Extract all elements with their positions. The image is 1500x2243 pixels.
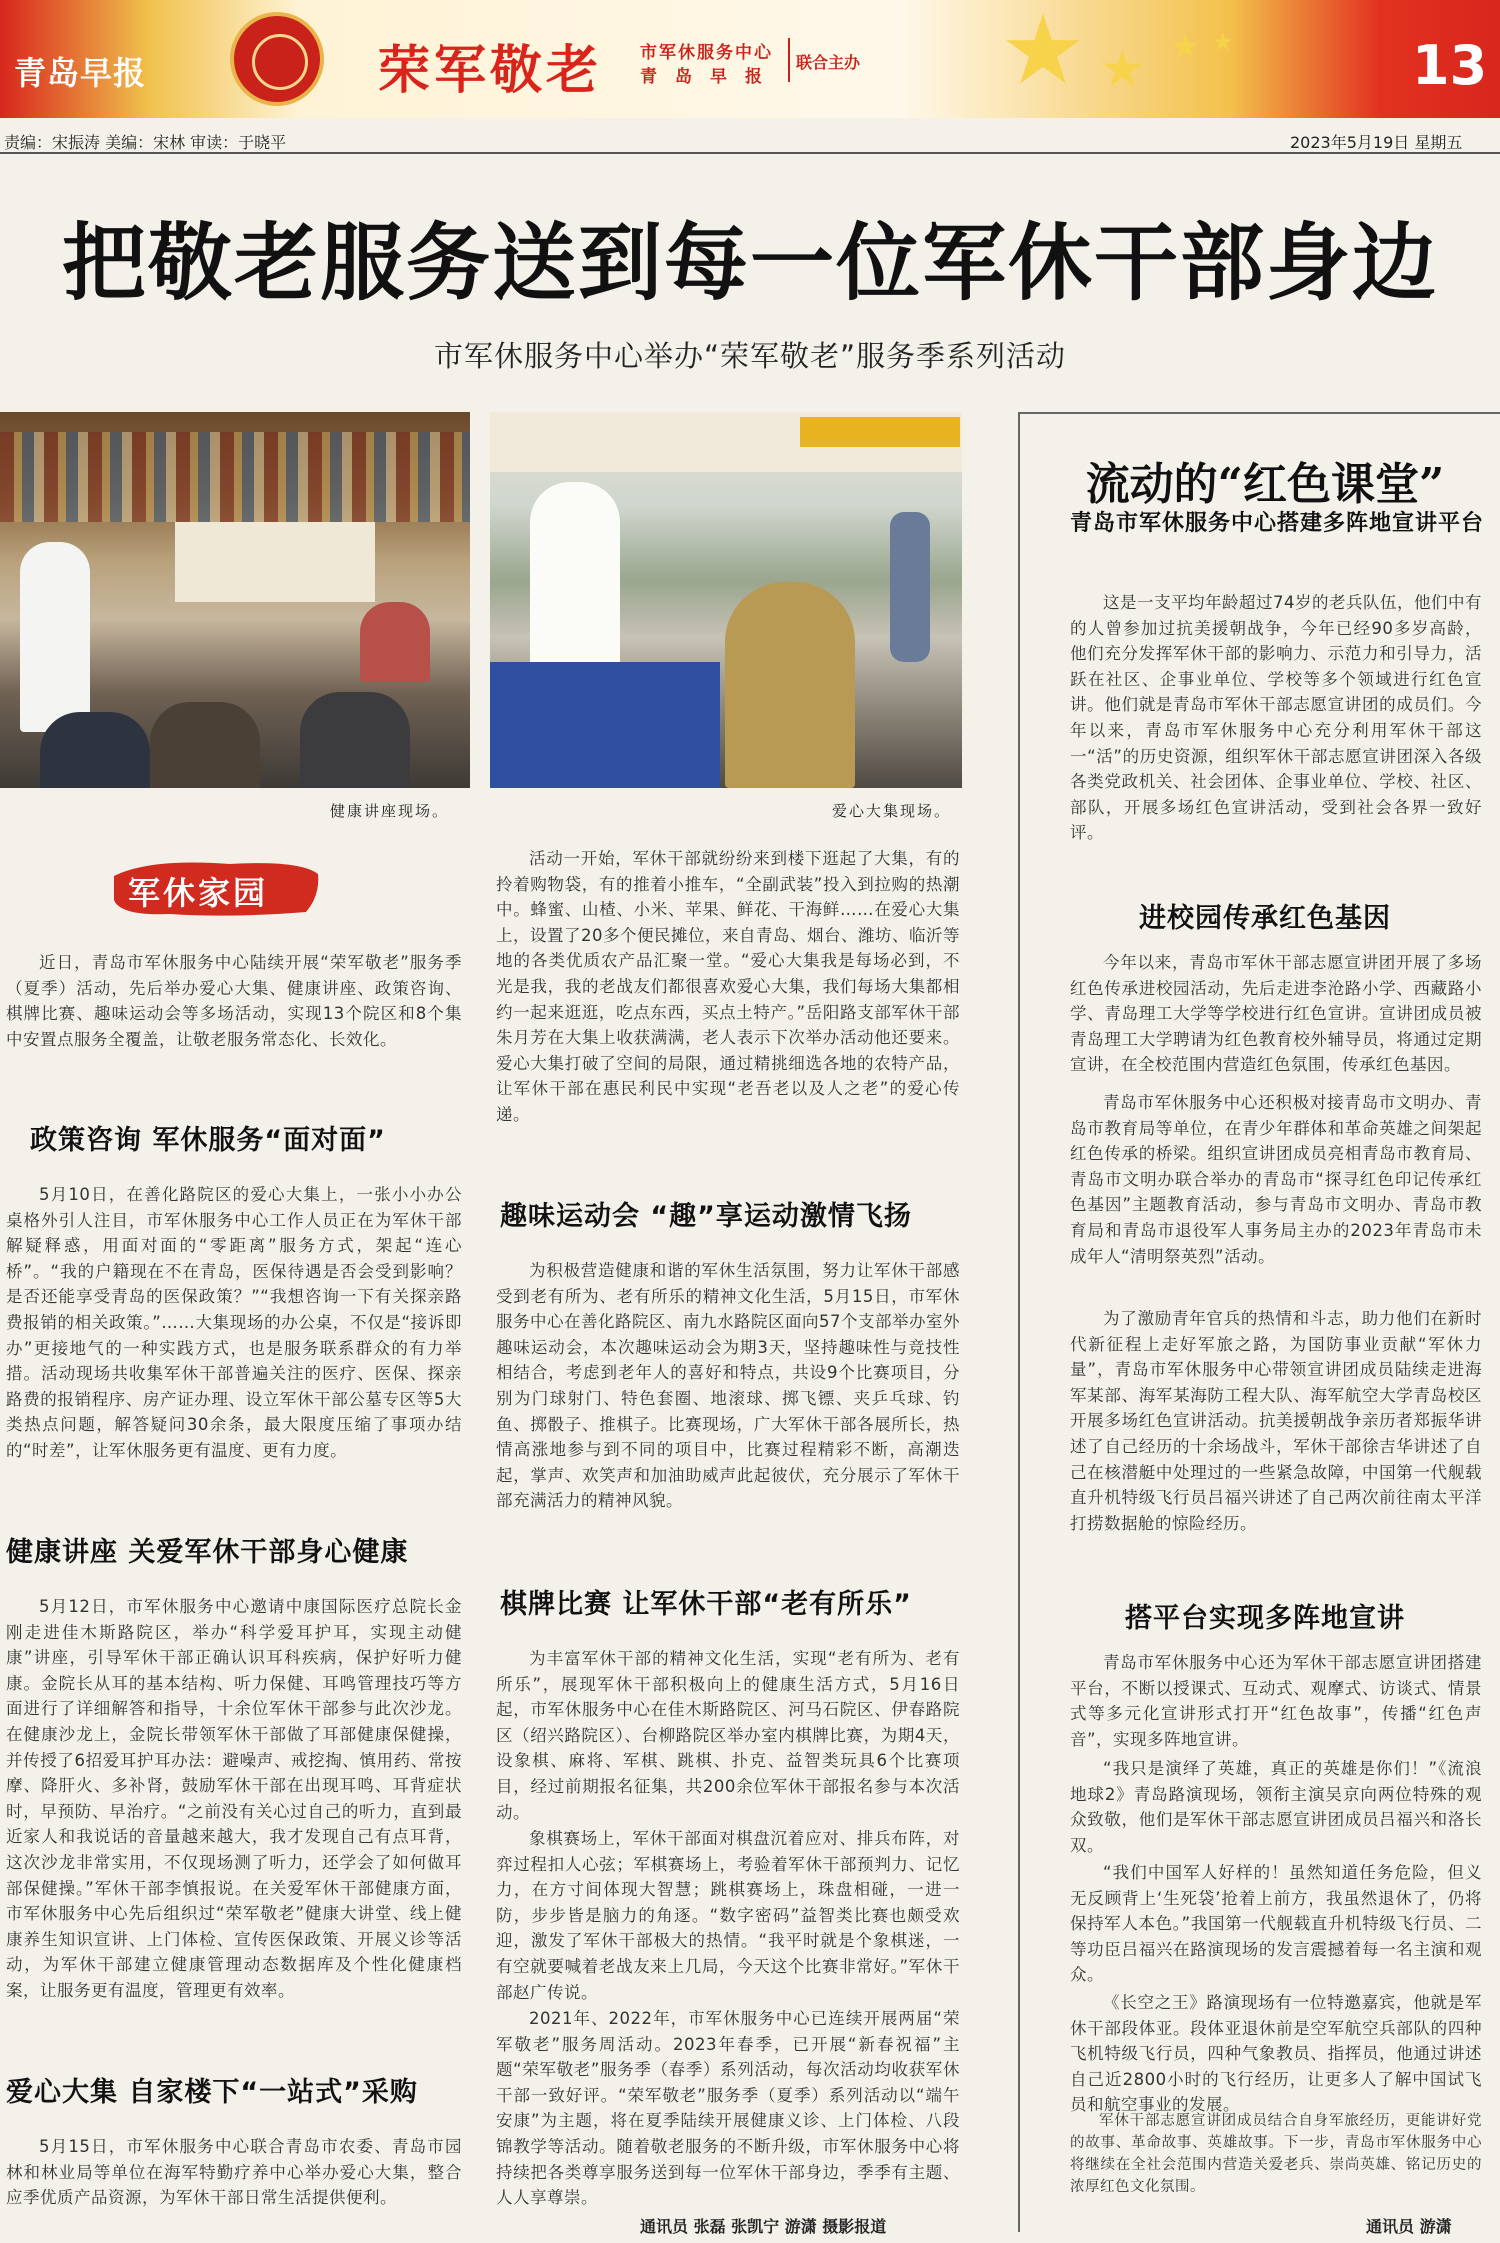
sidebar-section-title-platform: 搭平台实现多阵地宣讲 xyxy=(1125,1603,1405,1634)
header-divider xyxy=(788,38,790,82)
middle-byline: 通讯员 张磊 张凯宁 游潇 摄影报道 xyxy=(640,2217,887,2236)
cohost-label: 联合主办 xyxy=(796,53,861,72)
section-body-chess-2: 象棋赛场上，军休干部面对棋盘沉着应对、排兵布阵，对弈过程扣人心弦；军棋赛场上，考验着军休干部预判力、记忆力，在方寸间体现大智慧；跳棋赛场上，珠盘相碰，一进一防，步步皆是脑力的角逐。“数字密码”益智类比赛也颇受欢迎，激发了军休干部极大的热情。“我平时就是个象棋迷，一有空就要喊着老战友来上几局，今天这个比赛非常好。”军休干部赵广传说。 xyxy=(496,1829,960,2002)
sidebar-byline: 通讯员 游潇 xyxy=(1366,2217,1452,2236)
section-title-market: 爱心大集 自家楼下“一站式”采购 xyxy=(6,2077,418,2108)
section-body-market: 5月15日，市军休服务中心联合青岛市农委、青岛市园林和林业局等单位在海军特勤疗养中心举办爱心大集，整合应季优质产品资源，为军休干部日常生活提供便利。 xyxy=(6,2137,462,2208)
editor-credits: 责编：宋振涛 美编：宋林 审读：于晓平 xyxy=(4,133,287,152)
sidebar-body-platform-5: 军休干部志愿宣讲团成员结合自身军旅经历，更能讲好党的故事、革命故事、英雄故事。下一步，青岛市军休服务中心将继续在全社会范围内营造关爱老兵、崇尚英雄、铭记历史的浓厚红色文化氛围。 xyxy=(1070,2113,1482,2195)
section-title-chess: 棋牌比赛 让军休干部“老有所乐” xyxy=(500,1589,912,1620)
sidebar-body-campus-3: 为了激励青年官兵的热情和斗志，助力他们在新时代新征程上走好军旅之路，为国防事业贡献“军休力量”，青岛市军休服务中心带领宣讲团成员陆续走进海军某部、海军某海防工程大队、海军航空大学青岛校区开展多场红色宣讲活动。抗美援朝战争亲历者郑振华讲述了自己经历的十余场战斗，军休干部徐吉华讲述了自己在核潜艇中处理过的一些紧急故障，中国第一代舰载直升机特级飞行员吕福兴讲述了自己两次前往南太平洋打捞数据舱的惊险经历。 xyxy=(1070,1309,1482,1533)
middle-market-body: 活动一开始，军休干部就纷纷来到楼下逛起了大集，有的拎着购物袋，有的推着小推车，“全副武装”投入到拉购的热潮中。蜂蜜、山楂、小米、苹果、鲜花、干海鲜……在爱心大集上，设置了20多个便民摊位，来自青岛、烟台、潍坊、临沂等地的各类优质农产品汇聚一堂。“爱心大集我是每场必到，不光是我，我的老战友们都很喜欢爱心大集，我们每场大集都相约一起来逛逛，吃点东西，买点土特产。”岳阳路支部军休干部朱月芳在大集上收获满满，老人表示下次举办活动他还要来。爱心大集打破了空间的局限，通过精挑细选各地的农特产品，让军休干部在惠民利民中实现“老吾老以及人之老”的爱心传递。 xyxy=(496,849,960,1124)
star-icon: ★ xyxy=(1170,27,1201,67)
organizer-line2: 青岛早报 xyxy=(640,67,780,87)
section-body-health: 5月12日，市军休服务中心邀请中康国际医疗总院长金刚走进佳木斯路院区，举办“科学爱耳护耳，实现主动健康”讲座，引导军休干部正确认识耳科疾病，保护好听力健康。金院长从耳的基本结构、听力保健、耳鸣管理技巧等方面进行了详细解答和指导，十余位军休干部参与此次沙龙。在健康沙龙上，金院长带领军休干部做了耳部健康保健操，并传授了6招爱耳护耳办法：避噪声、戒挖掏、慎用药、常按摩、降肝火、多补肾，鼓励军休干部在出现耳鸣、耳背症状时，早预防、早治疗。“之前没有关心过自己的听力，直到最近家人和我说话的音量越来越大，我才发现自己有点耳背，这次沙龙非常实用，不仅现场测了听力，还学会了如何做耳部保健操。”军休干部李慎报说。在关爱军休干部健康方面，市军休服务中心先后组织过“荣军敬老”健康大讲堂、线上健康养生知识宣讲、上门体检、宣传医保政策、开展义诊等活动，为军休干部建立健康管理动态数据库及个性化健康档案，让服务更有温度，管理更有效率。 xyxy=(6,1597,462,2000)
column-rule xyxy=(1018,412,1020,2232)
photo-health-lecture xyxy=(0,412,470,788)
column-rule xyxy=(1020,412,1500,414)
sidebar-intro: 这是一支平均年龄超过74岁的老兵队伍，他们中有的人曾参加过抗美援朝战争，今年已经90多岁高龄，他们充分发挥军休干部的影响力、示范力和引导力，活跃在社区、企事业单位、学校等多个领域进行红色宣讲。他们就是青岛市军休干部志愿宣讲团的成员们。今年以来，青岛市军休服务中心充分利用军休干部这一“活”的历史资源，组织军休干部志愿宣讲团深入各级各类党政机关、社会团体、企事业单位、学校、社区、部队，开展多场红色宣讲活动，受到社会各界一致好评。 xyxy=(1070,593,1482,843)
header-rule xyxy=(0,152,1500,154)
photo-caption: 爱心大集现场。 xyxy=(832,802,952,820)
sidebar-subtitle: 青岛市军休服务中心搭建多阵地宣讲平台 xyxy=(1070,511,1485,536)
star-icon: ★ xyxy=(1100,40,1145,98)
photo-caption: 健康讲座现场。 xyxy=(330,802,450,820)
issue-date: 2023年5月19日 星期五 xyxy=(1290,133,1463,152)
sidebar-section-title-campus: 进校园传承红色基因 xyxy=(1139,903,1391,934)
sidebar-body-platform-4: 《长空之王》路演现场有一位特邀嘉宾，他就是军休干部段体亚。段体亚退休前是空军航空兵部队的四种飞机特级飞行员，四种气象教员、指挥员，他通过讲述自己近2800小时的飞行经历，让更多人了解中国试飞员和航空事业的发展。 xyxy=(1070,1993,1482,2115)
organizer-line1: 市军休服务中心 xyxy=(640,43,773,63)
sidebar-body-platform-1: 青岛市军休服务中心还为军休干部志愿宣讲团搭建平台，不断以授课式、互动式、观摩式、访谈式、情景式等多元化宣讲形式打开“红色故事”，传播“红色声音”，实现多阵地宣讲。 xyxy=(1070,1653,1482,1749)
photo-love-market xyxy=(490,412,962,788)
section-title-policy: 政策咨询 军休服务“面对面” xyxy=(30,1125,386,1156)
sidebar-body-campus-2: 青岛市军休服务中心还积极对接青岛市文明办、青岛市教育局等单位，在青少年群体和革命英雄之间架起红色传承的桥梁。组织宣讲团成员亮相青岛市教育局、青岛市文明办联合举办的青岛市“探寻红色印记传承红色基因”主题教育活动，参与青岛市文明办、青岛市教育局和青岛市退役军人事务局主办的2023年青岛市未成年人“清明祭英烈”活动。 xyxy=(1070,1093,1482,1266)
emblem-logo xyxy=(230,12,324,106)
sidebar-body-platform-2: “我只是演绎了英雄，真正的英雄是你们！”《流浪地球2》青岛路演现场，领衔主演吴京向两位特殊的观众致敬，他们是军休干部志愿宣讲团成员吕福兴和洛长双。 xyxy=(1070,1759,1482,1855)
section-body-chess-1: 为丰富军休干部的精神文化生活，实现“老有所为、老有所乐”，展现军休干部积极向上的健康生活方式，5月16日起，市军休服务中心在佳木斯路院区、河马石院区、伊春路院区（绍兴路院区）、台柳路院区举办室内棋牌比赛，为期4天，设象棋、麻将、军棋、跳棋、扑克、益智类玩具6个比赛项目，经过前期报名征集，共200余位军休干部报名参与本次活动。 xyxy=(496,1649,960,1822)
section-seal-text: 军休家园 xyxy=(128,874,269,912)
sub-headline: 市军休服务中心举办“荣军敬老”服务季系列活动 xyxy=(433,339,1067,373)
sidebar-body-campus-1: 今年以来，青岛市军休干部志愿宣讲团开展了多场红色传承进校园活动，先后走进李沧路小学、西藏路小学、青岛理工大学等学校进行红色宣讲。宣讲团成员被青岛理工大学聘请为红色教育校外辅导员，将通过定期宣讲，在全校范围内营造红色氛围，传承红色基因。 xyxy=(1070,953,1482,1075)
section-body-chess-3: 2021年、2022年，市军休服务中心已连续开展两届“荣军敬老”服务周活动。2023年春季，已开展“新春祝福”主题“荣军敬老”服务季（春季）系列活动，每次活动均收获军休干部一致好评。“荣军敬老”服务季（夏季）系列活动以“端午安康”为主题，将在夏季陆续开展健康义诊、上门体检、八段锦教学等活动。随着敬老服务的不断升级，市军休服务中心将持续把各类尊享服务送到每一位军休干部身边，季季有主题、人人享尊崇。 xyxy=(496,2009,960,2208)
sidebar-title: 流动的“红色课堂” xyxy=(1085,459,1445,510)
page-number: 13 xyxy=(1412,34,1488,97)
column-title: 荣军敬老 xyxy=(378,40,603,101)
section-title-health: 健康讲座 关爱军休干部身心健康 xyxy=(6,1537,409,1568)
section-body-sports: 为积极营造健康和谐的军休生活氛围，努力让军休干部感受到老有所为、老有所乐的精神文化生活，5月15日，市军休服务中心在善化路院区、南九水路院区面向57个支部举办室外趣味运动会，本次趣味运动会为期3天，坚持趣味性与竞技性相结合，考虑到老年人的喜好和特点，共设9个比赛项目，分别为门球射门、特色套圈、地滚球、掷飞镖、夹乒乓球、钓鱼、掷骰子、推棋子。比赛现场，广大军休干部各展所长，热情高涨地参与到不同的项目中，比赛过程精彩不断，高潮迭起，掌声、欢笑声和加油助威声此起彼伏，充分展示了军休干部充满活力的精神风貌。 xyxy=(496,1261,960,1511)
section-title-sports: 趣味运动会 “趣”享运动激情飞扬 xyxy=(500,1201,912,1232)
left-intro: 近日，青岛市军休服务中心陆续开展“荣军敬老”服务季（夏季）活动，先后举办爱心大集、健康讲座、政策咨询、棋牌比赛、趣味运动会等多场活动，实现13个院区和8个集中安置点服务全覆盖，让敬老服务常态化、长效化。 xyxy=(6,953,462,1049)
sidebar-body-platform-3: “我们中国军人好样的！虽然知道任务危险，但义无反顾背上‘生死袋’抢着上前方，我虽然退休了，仍将保持军人本色。”我国第一代舰载直升机特级飞行员、二等功臣吕福兴在路演现场的发言震撼着每一名主演和观众。 xyxy=(1070,1863,1482,1985)
newspaper-brand: 青岛早报 xyxy=(14,54,147,92)
section-body-policy: 5月10日，在善化路院区的爱心大集上，一张小小办公桌格外引人注目，市军休服务中心工作人员正在为军休干部解疑释惑，用面对面的“零距离”服务方式，架起“连心桥”。“我的户籍现在不在青岛，医保待遇是否会受到影响？是否还能享受青岛的医保政策？”“我想咨询一下有关探亲路费报销的相关政策。”……大集现场的办公桌，不仅是“接诉即办”更接地气的一种实践方式，也是服务联系群众的有力举措。活动现场共收集军休干部普遍关注的医疗、医保、探亲路费的报销程序、房产证办理、设立军休干部公墓专区等5大类热点问题，解答疑问30余条，最大限度压缩了事项办结的“时差”，让军休服务更有温度、更有力度。 xyxy=(6,1185,462,1460)
star-icon: ★ xyxy=(1000,0,1087,106)
main-headline: 把敬老服务送到每一位军休干部身边 xyxy=(61,213,1438,312)
star-icon: ★ xyxy=(1212,28,1234,56)
